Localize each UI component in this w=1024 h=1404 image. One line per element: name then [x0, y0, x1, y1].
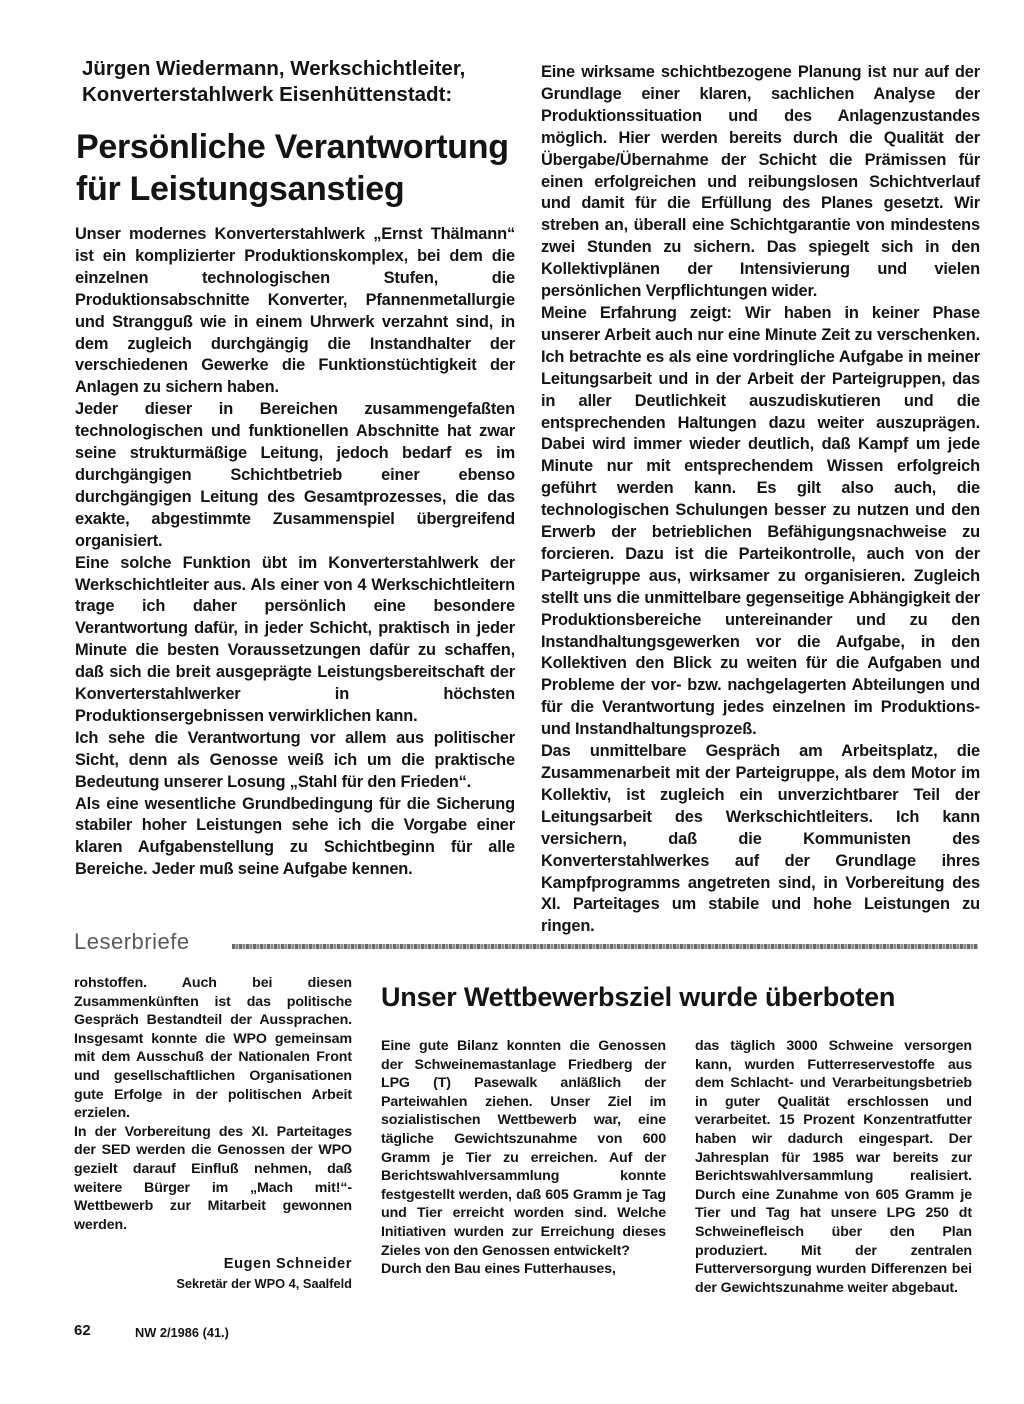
paragraph: Unser modernes Konverterstahlwerk „Ernst Thälmann“ ist ein komplizierter Produktionskomplex, bei dem die einzelnen technologischen Stufen, die Produktionsabschnitte Konverter, Pfannenmetallurgie und Strangguß wie in einem Uhrwerk verzahnt sind, in dem zugleich durchgängig die Instandhalter der verschiedenen Gewerke die Funktionstüchtigkeit der Anlagen zu sichern haben. [75, 225, 515, 397]
signature-role: Sekretär der WPO 4, Saalfeld [176, 1276, 352, 1291]
byline-workplace: Konverterstahlwerk Eisenhüttenstadt: [82, 83, 453, 106]
signature-name: Eugen Schneider [223, 1256, 352, 1272]
letter-article-column-1 [381, 1037, 666, 1279]
paragraph: Ich sehe die Verantwortung vor allem aus politischer Sicht, denn als Genosse weiß ich um die praktische Bedeutung unserer Losung „Stahl für den Frieden“. [75, 728, 515, 791]
paragraph: Das unmittelbare Gespräch am Arbeitsplatz, die Zusammenarbeit mit der Parteigruppe, als dem Motor im Kollektiv, ist zugleich ein unverzichtbarer Teil der Leitungsarbeit des Werkschichtleiters. Ich kann versichern, daß die Kommunisten des Konverterstahlwerkes auf der Grundlage ihres Kampfprogramms angetreten sind, in Vorbereitung des XI. Parteitages um stabile und hohe Leistungen zu ringen. [541, 742, 980, 936]
paragraph: Durch den Bau eines Futterhauses, [381, 1261, 616, 1278]
section-divider [232, 944, 978, 949]
letter-article-column-2 [695, 1037, 972, 1297]
section-label: Leserbriefe [74, 929, 190, 954]
letter-column [74, 974, 352, 1234]
article-headline [76, 126, 546, 210]
issue-reference: NW 2/1986 (41.) [135, 1325, 229, 1340]
paragraph: Jeder dieser in Bereichen zusammengefaßten technologischen und funktionellen Abschnitte hat zwar seine strukturmäßige Leitung, jedoch bedarf es im durchgängigen Schichtbetrieb einer ebenso durchgängigen Leitung des Gesamtprozesses, die das exakte, abgestimmte Zusammenspiel übergreifend organisiert. [75, 400, 515, 550]
letter-headline: Unser Wettbewerbsziel wurde überboten [381, 982, 896, 1012]
paragraph: Eine gute Bilanz konnten die Genossen der Schweinemastanlage Friedberg der LPG (T) Pasewalk anläßlich der Parteiwahlen ziehen. Unser Ziel im sozialistischen Wettbewerb war, eine tägliche Gewichtszunahme von 600 Gramm je Tier zu erreichen. Auf der Berichtswahlversammlung konnte festgestellt werden, daß 605 Gramm je Tag und Tier erreicht worden sind. Welche Initiativen wurden zur Erreichung dieses Zieles von den Genossen entwickelt? [381, 1038, 666, 1259]
paragraph: Als eine wesentliche Grundbedingung für die Sicherung stabiler hoher Leistungen sehe ich die Vorgabe einer klaren Aufgabenstellung zu Schichtbeginn für alle Bereiche. Jeder muß seine Aufgabe kennen. [75, 794, 515, 879]
letter-signature [74, 1255, 352, 1293]
paragraph: das täglich 3000 Schweine versorgen kann, wurden Futterreservestoffe aus dem Schlacht- und Verarbeitungsbetrieb in guter Qualität erschlossen und verarbeitet. 15 Prozent Konzentratfutter haben wir dadurch eingespart. Der Jahresplan für 1985 war bereits zur Berichtswahlversammlung realisiert. Durch eine Zunahme von 605 Gramm je Tier und Tag hat unsere LPG 250 dt Schweinefleisch über den Plan produziert. Mit der zentralen Futterversorgung wurden Differenzen bei der Gewichtszunahme weiter abgebaut. [695, 1038, 972, 1296]
headline-line-2: für Leistungsanstieg [76, 170, 405, 208]
paragraph: Eine solche Funktion übt im Konverterstahlwerk der Werkschichtleiter aus. Als einer von 4 Werkschichtleitern trage ich daher persönlich eine besondere Verantwortung dafür, in jeder Schicht, praktisch in jeder Minute die besten Voraussetzungen dafür zu schaffen, daß sich die breit ausgeprägte Leistungsbereitschaft der Konverterstahlwerker in höchsten Produktionsergebnissen verwirklichen kann. [75, 553, 515, 725]
article-column-right [541, 62, 980, 938]
headline-line-1: Persönliche Verantwortung [76, 128, 509, 166]
article-column-left [75, 224, 515, 881]
paragraph: Meine Erfahrung zeigt: Wir haben in keiner Phase unserer Arbeit auch nur eine Minute Zeit zu verschenken. Ich betrachte es als eine vordringliche Aufgabe in meiner Leitungsarbeit und in der Arbeit der Parteigruppen, das in aller Deutlichkeit auszudiskutieren und die entsprechenden Haltungen dazu weiter auszuprägen. Dabei wird immer wieder deutlich, daß Kampf um jede Minute nur mit entsprechendem Wissen erfolgreich geführt werden kann. Es gilt also auch, die technologischen Schulungen besser zu nutzen und den Erwerb der betrieblichen Befähigungsnachweise zu forcieren. Dazu ist die Parteikontrolle, auch von der Parteigruppe aus, wirksamer zu organisieren. Zugleich stellt uns die unmittelbare gegenseitige Abhängigkeit der Produktionsbereiche untereinander und zu den Instandhaltungsgewerken vor die Aufgabe, in den Kollektiven den Blick zu weiten für die Aufgaben und Probleme der vor- bzw. nachgelagerten Abteilungen und für die Verantwortung jedes einzelnen im Produktions- und Instandhaltungsprozeß. [541, 303, 980, 739]
paragraph: rohstoffen. Auch bei diesen Zusammenkünften ist das politische Gespräch Bestandteil der Aussprachen. Insgesamt konnte die WPO gemeinsam mit dem Ausschuß der Nationalen Front und gesellschaftlichen Organisationen gute Erfolge in der politischen Arbeit erzielen. [74, 975, 352, 1122]
paragraph: Eine wirksame schichtbezogene Planung ist nur auf der Grundlage einer klaren, sachlichen Analyse der Produktionssituation und des Anlagenzustandes möglich. Hier werden bereits durch die Qualität der Übergabe/Übernahme der Schicht die Prämissen für einen erfolgreichen und reibungslosen Schichtverlauf und damit für die Erfüllung des Planes gesetzt. Wir streben an, überall eine Schichtgarantie von mindestens zwei Stunden zu sichern. Das spiegelt sich in den Kollektivplänen der Intensivierung und vielen persönlichen Verpflichtungen wider. [541, 63, 980, 301]
page-number: 62 [74, 1322, 91, 1339]
byline [82, 56, 532, 108]
paragraph: In der Vorbereitung des XI. Parteitages der SED werden die Genossen der WPO gezielt darauf Einfluß nehmen, daß weitere Bürger im „Mach mit!“-Wettbewerb zur Mitarbeit gewonnen werden. [74, 1123, 352, 1233]
byline-author: Jürgen Wiedermann, Werkschichtleiter, [82, 57, 466, 80]
